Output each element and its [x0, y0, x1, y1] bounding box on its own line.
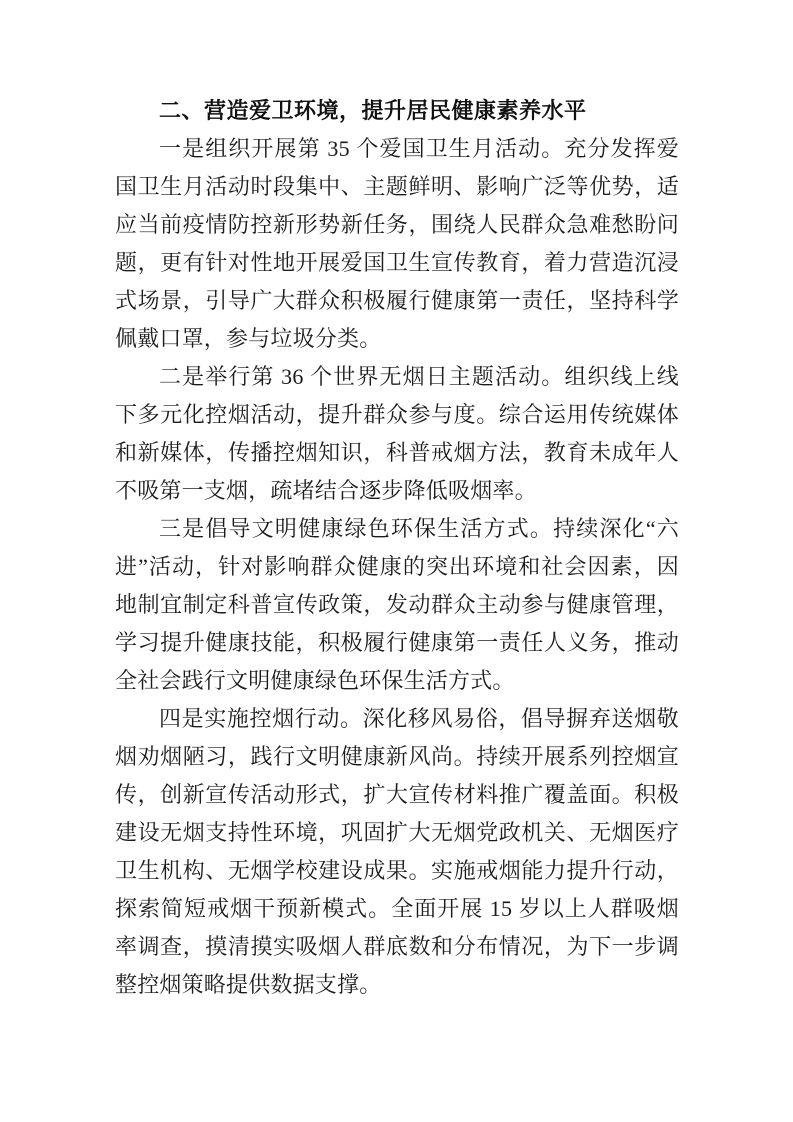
body-paragraph-3: 三是倡导文明健康绿色环保生活方式。持续深化“六进”活动，针对影响群众健康的突出环境和社会因素，因地制宜制定科普宣传政策，发动群众主动参与健康管理，学习提升健康技能，积极履行健康第一责任人义务，推动全社会践行文明健康绿色环保生活方式。 [115, 516, 679, 693]
body-paragraph-1: 一是组织开展第 35 个爱国卫生月活动。充分发挥爱国卫生月活动时段集中、主题鲜明、影响广泛等优势，适应当前疫情防控新形势新任务，围绕人民群众急难愁盼问题，更有针对性地开展爱国卫生宣传教育，着力营造沉浸式场景，引导广大群众积极履行健康第一责任，坚持科学佩戴口罩，参与垃圾分类。 [115, 136, 679, 351]
body-paragraph-2: 二是举行第 36 个世界无烟日主题活动。组织线上线下多元化控烟活动，提升群众参与度。综合运用传统媒体和新媒体，传播控烟知识，科普戒烟方法，教育未成年人不吸第一支烟，疏堵结合逐步降低吸烟率。 [115, 364, 679, 503]
body-paragraph-4: 四是实施控烟行动。深化移风易俗，倡导摒弃送烟敬烟劝烟陋习，践行文明健康新风尚。持续开展系列控烟宣传，创新宣传活动形式，扩大宣传材料推广覆盖面。积极建设无烟支持性环境，巩固扩大无烟党政机关、无烟医疗卫生机构、无烟学校建设成果。实施戒烟能力提升行动，探索简短戒烟干预新模式。全面开展 15 岁以上人群吸烟率调查，摸清摸实吸烟人群底数和分布情况，为下一步调整控烟策略提供数据支撑。 [115, 706, 679, 997]
section-heading: 二、营造爱卫环境，提升居民健康素养水平 [159, 98, 587, 123]
